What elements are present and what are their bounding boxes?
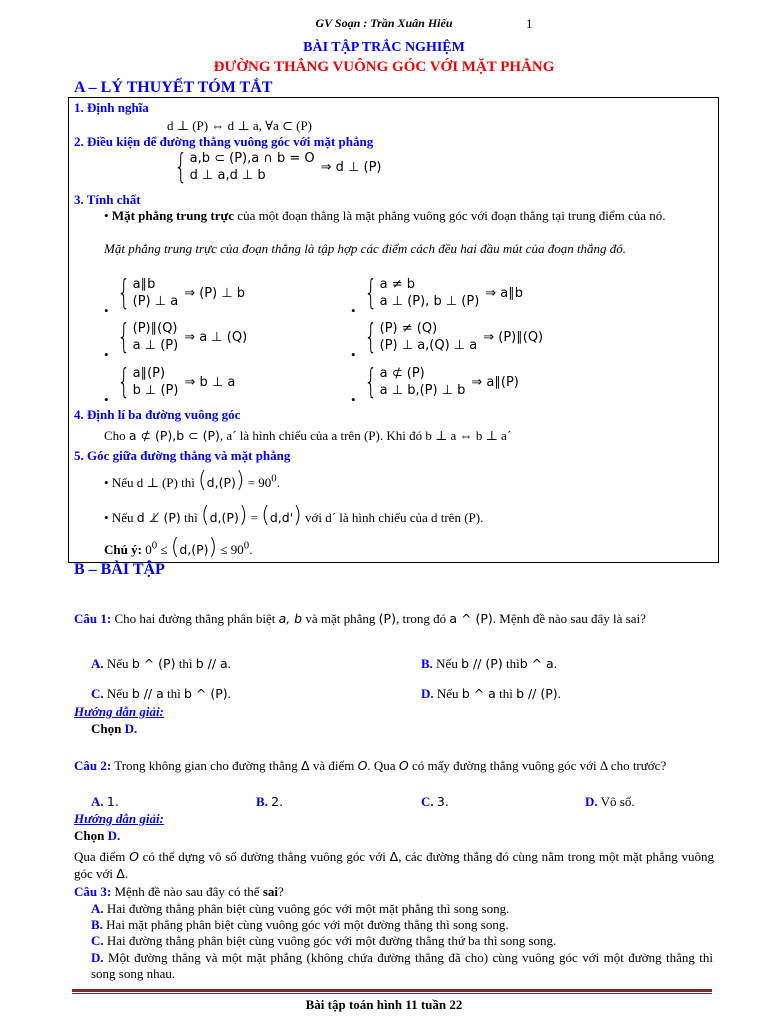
q1-a-m2: b // a: [195, 656, 228, 671]
condition-result: ⇒ d ⊥ (P): [320, 159, 382, 175]
q1-math-p: (P): [378, 611, 396, 626]
q2-guide-heading: Hướng dẫn giải:: [74, 811, 164, 826]
q3-bold: sai: [262, 884, 278, 899]
q3-c-label: C.: [91, 933, 104, 948]
q2-exp-a: Qua điểm: [74, 849, 126, 864]
three-math: a ⊄ (P),b ⊂ (P): [128, 428, 220, 443]
q1-b-m1: b // (P): [461, 656, 503, 671]
p3-line-2: a ⊥ (P): [132, 338, 179, 353]
q1-text-a: Cho hai đường thẳng phân biệt: [114, 611, 276, 626]
page-header-author: GV Soạn : Trần Xuân Hiếu: [315, 16, 453, 30]
q2-option-d[interactable]: [585, 794, 635, 810]
property-paragraph: • Mặt phẳng trung trực của một đoạn thẳng là mặt phẳng vuông góc với đoạn thẳng tại trung điểm của nó.: [104, 208, 666, 223]
property-italic: Mặt phẳng trung trực của đoạn thẳng là tập hợp các điểm cách đều hai đầu mút của đoạn thẳng đó.: [104, 241, 627, 256]
p5-line-1: a∥(P): [132, 366, 166, 381]
q2-option-c[interactable]: [421, 794, 449, 810]
q3-b-text: Hai mặt phẳng phân biệt cùng vuông góc với một đường thẳng thì song song.: [106, 917, 509, 932]
angle2-post: với d´ là hình chiếu của d trên (P).: [304, 510, 484, 525]
property-system-4: { (P) ≠ (Q) (P) ⊥ a,(Q) ⊥ a ⇒ (P)∥(Q): [364, 317, 544, 357]
q1-option-c[interactable]: C. Nếu b // a thì b ^ (P).: [91, 686, 231, 701]
q2-answer-value: D.: [107, 828, 121, 843]
property-system-6: { a ⊄ (P) a ⊥ b,(P) ⊥ b ⇒ a∥(P): [364, 362, 519, 402]
section-b-heading: B – BÀI TẬP: [74, 561, 165, 578]
document-title: BÀI TẬP TRẮC NGHIỆM: [303, 40, 465, 55]
note-pre: 0: [145, 542, 152, 557]
condition-line-2: d ⊥ a,d ⊥ b: [189, 168, 266, 183]
p1-line-2: (P) ⊥ a: [132, 294, 179, 309]
q1-c-mid: thì: [167, 686, 181, 701]
p4-line-2: (P) ⊥ a,(Q) ⊥ a: [379, 338, 478, 353]
q1-answer-value: D.: [124, 721, 138, 736]
p1-line-1: a∥b: [132, 277, 156, 292]
q1-option-d[interactable]: D. Nếu b ^ a thì b // (P).: [421, 686, 561, 701]
q2-exp-point-o: O: [129, 849, 139, 864]
property-system-3: { (P)∥(Q) a ⊥ (P) ⇒ a ⊥ (Q): [117, 317, 248, 357]
p5-result: ⇒ b ⊥ a: [184, 374, 236, 390]
q2-exp-d: một mặt phẳng vuông góc với: [74, 849, 715, 881]
q3-option-d[interactable]: [91, 950, 713, 982]
p4-result: ⇒ (P)∥(Q): [483, 329, 544, 345]
condition-system: { a,b ⊂ (P),a ∩ b = O d ⊥ a,d ⊥ b ⇒ d ⊥ (P): [174, 147, 382, 187]
bullet: •: [104, 303, 109, 318]
q2-explanation: Qua điểm O có thể dựng vô số đường thẳng vuông góc với Δ, các đường thẳng đó cùng nằm trong một mặt phẳng vuông góc với Δ.: [74, 849, 715, 881]
three-pre: Cho: [104, 428, 126, 443]
q1-text-d: . Mệnh đề nào sau đây là sai?: [492, 611, 646, 626]
definition-heading: 1. Định nghĩa: [74, 100, 149, 115]
note-post: ≤ 90: [220, 542, 244, 557]
q3-d-text: Một đường thẳng và một mặt phẳng (không chứa đường thẳng đã cho) cùng vuông góc với một đường thẳng thì song song nhau.: [91, 950, 714, 981]
q1-b-mid: thì: [505, 656, 520, 671]
bullet: •: [351, 303, 356, 318]
q2-label: Câu 2:: [74, 758, 112, 773]
q1-a-mid: thì: [178, 656, 193, 671]
question-2: [74, 758, 714, 774]
p6-result: ⇒ a∥(P): [471, 374, 519, 390]
q1-answer-pre: Chọn: [91, 721, 122, 736]
q3-option-b[interactable]: [91, 917, 509, 933]
q3-a-label: A.: [91, 901, 104, 916]
property-system-5: { a∥(P) b ⊥ (P) ⇒ b ⊥ a: [117, 362, 236, 402]
q1-math-cond: a ^ (P): [449, 611, 493, 626]
q1-b-m2: b ^ a: [519, 656, 554, 671]
q1-a-pre: Nếu: [106, 656, 129, 671]
q2-d-value: Vô số.: [600, 794, 635, 809]
q2-d-label: D.: [585, 794, 598, 809]
q1-label: Câu 1:: [74, 611, 112, 626]
p6-line-2: a ⊥ b,(P) ⊥ b: [379, 383, 466, 398]
angle1-post: = 90: [247, 475, 272, 490]
angle2-math-c: d,d': [269, 510, 294, 525]
q2-text-a: Trong không gian cho đường thẳng: [114, 758, 298, 773]
q2-option-b[interactable]: [256, 794, 283, 810]
q3-option-a[interactable]: [91, 901, 509, 917]
q1-a-m1: b ^ (P): [131, 656, 176, 671]
p4-line-1: (P) ≠ (Q): [379, 321, 438, 336]
page-number: 1: [526, 16, 533, 31]
q1-guide-heading: Hướng dẫn giải:: [74, 704, 164, 719]
section-a-heading: A – LÝ THUYẾT TÓM TẮT: [74, 79, 273, 96]
note-label: Chú ý:: [104, 542, 142, 557]
bullet: •: [351, 347, 356, 362]
angle-heading: 5. Góc giữa đường thẳng và mặt phẳng: [74, 448, 291, 463]
q1-c-m2: b ^ (P): [184, 686, 228, 701]
footer-rule-thick: [72, 989, 712, 992]
q2-text-d: có mấy đường thẳng vuông góc với: [411, 758, 597, 773]
q3-text: Mệnh đề nào sau đây có thể: [114, 884, 260, 899]
q2-text-b: và điểm: [312, 758, 355, 773]
q1-text-b: và mặt phẳng: [305, 611, 376, 626]
q2-option-a[interactable]: [91, 794, 119, 810]
property-bold: Mặt phẳng trung trực: [111, 208, 235, 223]
p2-result: ⇒ a∥b: [485, 285, 524, 301]
definition-formula: d ⊥ (P) ⇔ d ⊥ a, ∀a ⊂ (P): [167, 118, 313, 133]
condition-line-1: a,b ⊂ (P),a ∩ b = O: [189, 151, 315, 166]
angle1-pre: Nếu d ⊥ (P) thì: [111, 475, 195, 490]
angle2-math-a: d ⊥̸ (P): [136, 510, 181, 525]
q3-c-text: Hai đường thẳng phân biệt cùng vuông góc với một đường thẳng thứ ba thì song song.: [106, 933, 557, 948]
q1-c-pre: Nếu: [106, 686, 129, 701]
question-3: [74, 884, 284, 900]
q1-d-pre: Nếu: [436, 686, 459, 701]
q1-b-label: B.: [421, 656, 433, 671]
three-perpendicular-text: [104, 428, 511, 444]
page-footer: Bài tập toán hình 11 tuần 22: [305, 997, 463, 1012]
q2-a-value: 1.: [106, 794, 119, 809]
q2-delta: Δ: [301, 758, 310, 773]
q2-text-c: . Qua: [367, 758, 396, 773]
p3-result: ⇒ a ⊥ (Q): [184, 329, 248, 345]
q2-exp-c: , các đường thẳng đó cùng nằm trong: [398, 849, 596, 864]
question-1: [74, 611, 714, 627]
q1-d-m2: b // (P): [516, 686, 558, 701]
q2-exp-b: có thể dựng vô số đường thẳng vuông góc với: [142, 849, 386, 864]
q2-point-o: O: [357, 758, 368, 773]
p5-line-2: b ⊥ (P): [132, 383, 179, 398]
note-math: d,(P): [179, 542, 209, 557]
q1-c-label: C.: [91, 686, 104, 701]
property-text: của một đoạn thẳng là mặt phẳng vuông góc với đoạn thẳng tại trung điểm của nó.: [234, 208, 666, 223]
q3-b-label: B.: [91, 917, 103, 932]
three-post: , a´ là hình chiếu của a trên (P). Khi đó b ⊥ a ⇔ b ⊥ a´: [219, 428, 512, 443]
bullet: •: [351, 392, 356, 407]
q2-b-label: B.: [256, 794, 268, 809]
q2-c-label: C.: [421, 794, 434, 809]
q2-text-e: Δ cho trước?: [599, 758, 667, 773]
q2-c-value: 3.: [436, 794, 449, 809]
p2-line-2: a ⊥ (P), b ⊥ (P): [379, 294, 480, 309]
theory-box: [68, 97, 719, 563]
document-subtitle: ĐƯỜNG THẲNG VUÔNG GÓC VỚI MẶT PHẲNG: [213, 59, 555, 75]
q1-text-c: , trong đó: [395, 611, 447, 626]
angle2-math-b: d,(P): [209, 510, 239, 525]
q2-point-o-2: O: [398, 758, 409, 773]
p6-line-1: a ⊄ (P): [379, 366, 425, 381]
q1-option-b[interactable]: B. Nếu b // (P) thìb ^ a.: [421, 656, 557, 671]
bullet: •: [104, 347, 109, 362]
q2-b-value: 2.: [271, 794, 284, 809]
q2-a-label: A.: [91, 794, 104, 809]
q1-d-mid: thì: [499, 686, 513, 701]
q1-c-m1: b // a: [131, 686, 164, 701]
q3-label: Câu 3:: [74, 884, 112, 899]
q3-q: ?: [278, 884, 284, 899]
q2-exp-delta-2: Δ: [116, 866, 125, 881]
property-system-1: { a∥b (P) ⊥ a ⇒ (P) ⊥ b: [117, 273, 246, 313]
p2-line-1: a ≠ b: [379, 277, 416, 292]
angle2-mid: thì: [184, 510, 198, 525]
q1-d-label: D.: [421, 686, 434, 701]
q1-a-label: A.: [91, 656, 104, 671]
angle2-pre: Nếu: [111, 510, 134, 525]
property-heading: 3. Tính chất: [74, 192, 141, 207]
condition-heading: 2. Điều kiện để đường thẳng vuông góc với mặt phẳng: [74, 134, 374, 149]
q2-exp-delta: Δ: [389, 849, 399, 864]
bullet: •: [104, 392, 109, 407]
property-system-2: { a ≠ b a ⊥ (P), b ⊥ (P) ⇒ a∥b: [364, 273, 524, 313]
q1-answer: [91, 721, 137, 737]
q3-option-c[interactable]: [91, 933, 556, 949]
footer-rule-thin: [72, 993, 712, 994]
q2-answer: [74, 828, 120, 844]
angle-line-2: • Nếu d ⊥̸ (P) thì (d,(P)) = (d,d') với d´ là hình chiếu của d trên (P).: [104, 503, 484, 528]
q2-answer-pre: Chọn: [74, 828, 105, 843]
p1-result: ⇒ (P) ⊥ b: [184, 285, 246, 301]
q1-d-m1: b ^ a: [461, 686, 496, 701]
p3-line-1: (P)∥(Q): [132, 321, 178, 336]
q3-d-label: D.: [91, 950, 104, 965]
q1-math-ab: a, b: [278, 611, 303, 626]
three-perpendicular-heading: 4. Định lí ba đường vuông góc: [74, 407, 241, 422]
q1-option-a[interactable]: A. Nếu b ^ (P) thì b // a.: [91, 656, 231, 671]
angle1-math: d,(P): [206, 475, 236, 490]
q3-a-text: Hai đường thẳng phân biệt cùng vuông góc với một mặt phẳng thì song song.: [106, 901, 510, 916]
angle-line-1: • Nếu d ⊥ (P) thì $(d,(P)) = 90^0$.: [104, 468, 280, 493]
q1-b-pre: Nếu: [436, 656, 458, 671]
note-line: Chú ý: $0^0 \le (d,(P)) \le 90^0$.: [104, 535, 253, 560]
